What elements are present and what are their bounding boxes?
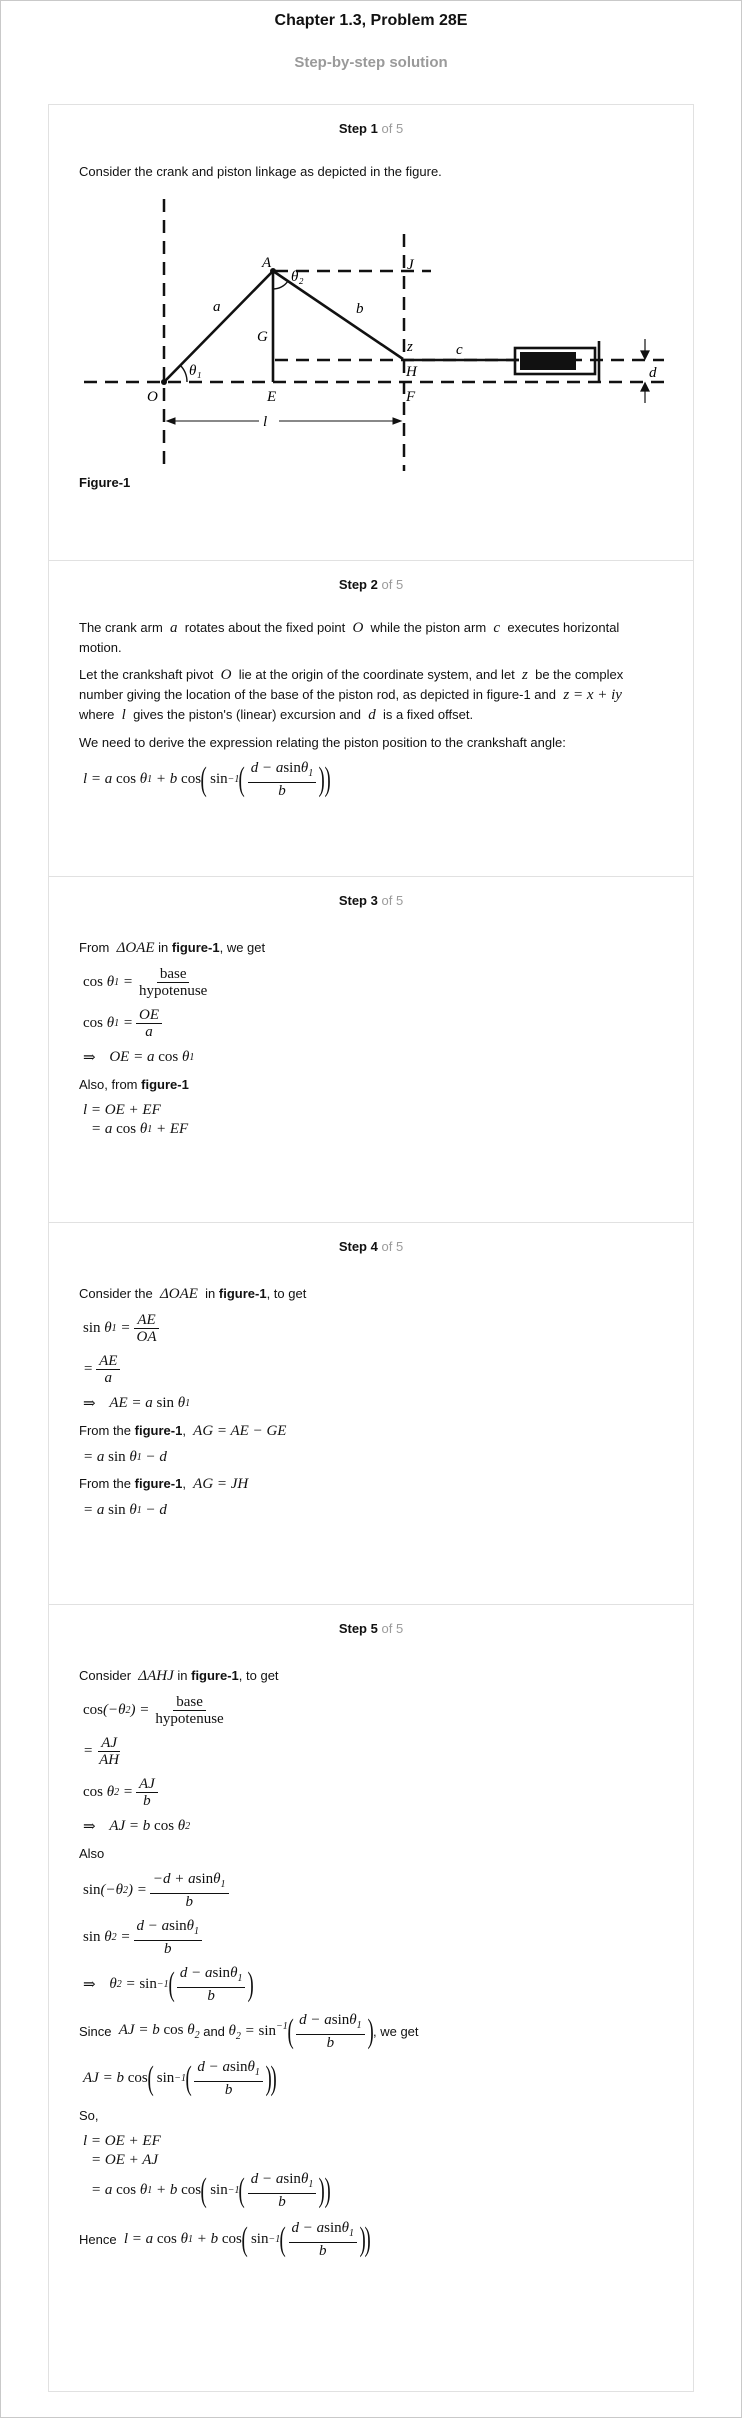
step-3-eq-4: l = OE + EF [83, 1102, 161, 1118]
fig-label-a: a [213, 299, 221, 315]
step-3-eq-1: cos θ 1 = $\frac{\text{base}}{\text{hypotenuse}}$ [83, 966, 208, 999]
step-3-eq-5: = a cos θ 1 + EF [91, 1121, 189, 1137]
step-5-eq-10: = OE + AJ [91, 2152, 159, 2168]
step-1-text: Consider the crank and piston linkage as depicted in the figure. [79, 164, 442, 179]
fig-label-G: G [257, 329, 268, 345]
step-5-also: Also [79, 1846, 105, 1861]
fig-label-E: E [267, 389, 277, 405]
step-4-eq-2: = $\frac{AE}{a}$ [83, 1353, 663, 1386]
step-5-eq-2: = $\frac{AJ}{AH}$ [83, 1735, 120, 1768]
page-title: Chapter 1.3, Problem 28E [274, 12, 468, 29]
fig-label-O: O [147, 389, 158, 405]
step-5-eq-3: cos θ 2 = $\frac{AJ}{b}$ [83, 1776, 663, 1809]
step-5-so: So, [79, 2108, 99, 2123]
fig-label-z: z [407, 339, 413, 355]
step-5-eq-4: ⇒ AJ = b cos θ 2 [83, 1818, 191, 1835]
fig-label-d: d [649, 365, 657, 381]
step-3-eq-3: ⇒ OE = a cos θ 1 [83, 1049, 195, 1066]
step-5-since: Since AJ = b $\cos \theta_2$ and $\theta_2 = \sin^{-1}$ ( $\frac{d - asin\theta_1}{b}$ ) , we get [79, 2012, 419, 2051]
crank-piston-figure [79, 189, 669, 479]
step-4-intro: Consider the ΔOAE in figure-1, to get [79, 1286, 307, 1302]
step-2-para-3: We need to derive the expression relating the piston position to the crankshaft angle: [79, 735, 566, 750]
step-3-heading: Step 3 of 5 [338, 893, 404, 908]
step-4-eq-3: ⇒ AE = a sin θ 1 [83, 1395, 191, 1412]
step-5-hence: Hence l = a cos θ 1 + b cos ( sin −1 ( $\frac{d - asin\theta_1}{b}$ ) ) [79, 2220, 372, 2259]
step-4-from-2: From the figure-1, AG = JH [79, 1476, 249, 1492]
step-5-intro: Consider ΔAHJ in figure-1, to get [79, 1668, 279, 1684]
step-4-eq-1: sin θ 1 = $\frac{AE}{OA}$ [83, 1312, 663, 1345]
step-5-eq-11: = a cos θ 1 + b cos ( sin −1 ( $\frac{d - asin\theta_1}{b}$ ) ) [91, 2171, 331, 2210]
step-4-eq-5: = a sin θ 1 − d [83, 1502, 167, 1518]
fig-label-theta2: θ₂ [291, 269, 304, 285]
step-5-eq-1: cos (−θ 2 ) = $\frac{\text{base}}{\text{hypotenuse}}$ [83, 1694, 224, 1727]
step-5-eq-7: ⇒ θ 2 = sin −1 ( $\frac{d - asin\theta_1}{b}$ ) [83, 1965, 255, 2004]
step-3-also: Also, from figure-1 [79, 1077, 189, 1092]
fig-label-J: J [407, 257, 414, 273]
fig-label-H: H [406, 364, 417, 380]
step-4-from-1: From the figure-1, AG = AE − GE [79, 1423, 287, 1439]
step-1-card [48, 104, 694, 561]
page-subtitle: Step-by-step solution [294, 54, 448, 71]
step-2-card [48, 560, 694, 877]
step-3-eq-2: cos θ 1 = $\frac{OE}{a}$ [83, 1007, 663, 1040]
fig-label-c: c [456, 342, 463, 358]
step-4-heading: Step 4 of 5 [338, 1239, 404, 1254]
figure-caption: Figure-1 [79, 475, 131, 490]
step-3-card [48, 876, 694, 1223]
step-5-eq-9: l = OE + EF [83, 2133, 161, 2149]
fig-label-l: l [263, 414, 268, 430]
step-5-eq-6: sin θ 2 = $\frac{d - asin\theta_1}{b}$ [83, 1918, 663, 1957]
fig-label-A: A [262, 255, 272, 271]
step-1-heading: Step 1 of 5 [338, 121, 404, 136]
step-4-eq-4: = a sin θ 1 − d [83, 1449, 167, 1465]
step-2-heading: Step 2 of 5 [338, 577, 404, 592]
step-3-intro: From ΔOAE in figure-1, we get [79, 940, 266, 956]
fig-label-theta1: θ₁ [189, 363, 202, 379]
step-2-para-1: The crank arm a rotates about the fixed point O while the piston arm c executes horizontal motion. [79, 620, 620, 655]
step-5-heading: Step 5 of 5 [338, 1621, 404, 1636]
step-5-eq-8: AJ = b cos ( sin −1 ( $\frac{d - asin\theta_1}{b}$ ) ) [83, 2059, 277, 2098]
fig-label-F: F [406, 389, 416, 405]
step-4-card [48, 1222, 694, 1605]
step-5-eq-5: sin (−θ 2 ) = $\frac{-d + asin\theta_1}{b}$ [83, 1871, 663, 1910]
step-5-card [48, 1604, 694, 2392]
step-2-para-2: Let the crankshaft pivot O lie at the origin of the coordinate system, and let z be the complex number giving the location of the base of the piston rod, as depicted in figure-1 and z = x + iy where l gives the piston's (linear) excursion and d is a fixed offset. [79, 667, 624, 723]
step-2-target-equation: l = a cos θ 1 + b cos ( sin −1 ( $\frac{d - asin\theta_1}{b}$ ) ) [83, 760, 331, 799]
fig-label-b: b [356, 301, 364, 317]
